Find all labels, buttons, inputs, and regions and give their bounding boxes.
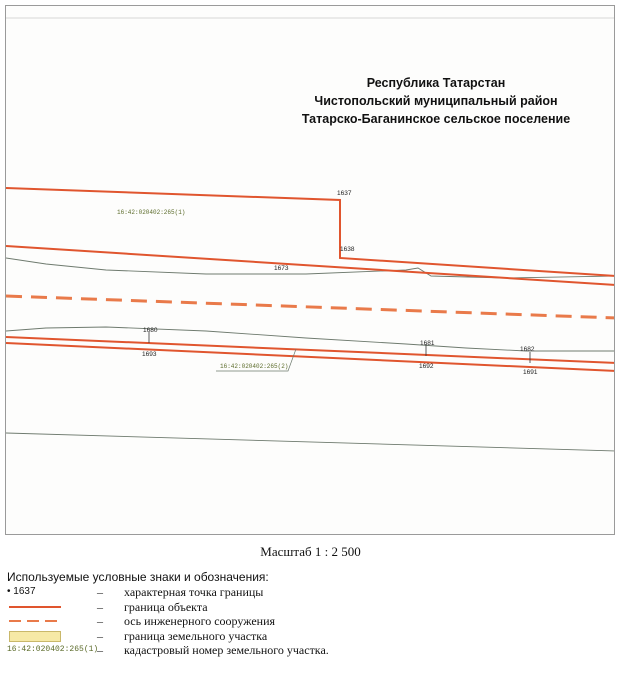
point-label-1693: 1693 <box>142 351 157 358</box>
legend-row-boundary <box>7 600 607 615</box>
legend-dash: – <box>97 643 103 658</box>
cadastral-number-south: 16:42:020402:265(2) <box>220 363 289 370</box>
legend-dash: – <box>97 628 103 643</box>
legend-dash: – <box>97 585 103 599</box>
object-boundary-north-lower <box>6 246 615 285</box>
point-label-1691: 1691 <box>523 369 538 376</box>
legend-row-point <box>7 585 607 600</box>
legend-symbol-dashed-line <box>7 614 75 628</box>
point-label-1637: 1637 <box>337 190 352 197</box>
legend-symbol-parcel <box>7 629 75 643</box>
solid-line-icon <box>9 606 61 608</box>
parcel-boundary-far-south <box>6 433 615 451</box>
point-label-1682: 1682 <box>520 346 535 353</box>
legend-row-axis <box>7 614 607 629</box>
legend-symbol-cadastral <box>7 643 99 657</box>
legend-dash: – <box>97 614 103 629</box>
legend <box>7 570 607 658</box>
legend-text-boundary: граница объекта <box>124 599 208 614</box>
parcel-fill-icon <box>9 631 61 642</box>
region-title-line3: Татарско-Баганинское сельское поселение <box>301 112 571 126</box>
legend-row-cadastral <box>7 643 607 658</box>
legend-text-parcel: граница земельного участка <box>124 628 268 643</box>
parcel-boundary-north <box>6 258 615 278</box>
legend-title: Используемые условные знаки и обозначения: <box>7 570 269 584</box>
legend-text-cadastral: кадастровый номер земельного участка. <box>124 643 329 658</box>
cadastral-number-north: 16:42:020402:265(1) <box>117 209 186 216</box>
legend-text-axis: ось инженерного сооружения <box>124 614 276 629</box>
engineering-axis <box>6 296 615 318</box>
cadastral-number-sample: 16:42:020402:265(1) <box>7 645 99 655</box>
point-label-1638: 1638 <box>340 246 355 253</box>
point-label-1673: 1673 <box>274 265 289 272</box>
dashed-line-icon <box>9 620 61 622</box>
legend-symbol-point <box>7 585 75 599</box>
legend-symbol-solid-line <box>7 600 75 614</box>
legend-row-parcel <box>7 629 607 644</box>
legend-dash: – <box>97 599 103 614</box>
point-label-1692: 1692 <box>419 363 434 370</box>
point-marker-icon: • 1637 <box>7 586 36 597</box>
map-frame <box>5 5 615 535</box>
point-label-1681: 1681 <box>420 340 435 347</box>
scale-label: Масштаб 1 : 2 500 <box>260 544 361 559</box>
region-title-line1: Республика Татарстан <box>366 76 506 90</box>
region-title-line2: Чистопольский муниципальный район <box>314 94 558 108</box>
point-label-1680: 1680 <box>143 327 158 334</box>
legend-text-point: характерная точка границы <box>124 585 264 599</box>
object-boundary-north-upper <box>6 188 615 276</box>
